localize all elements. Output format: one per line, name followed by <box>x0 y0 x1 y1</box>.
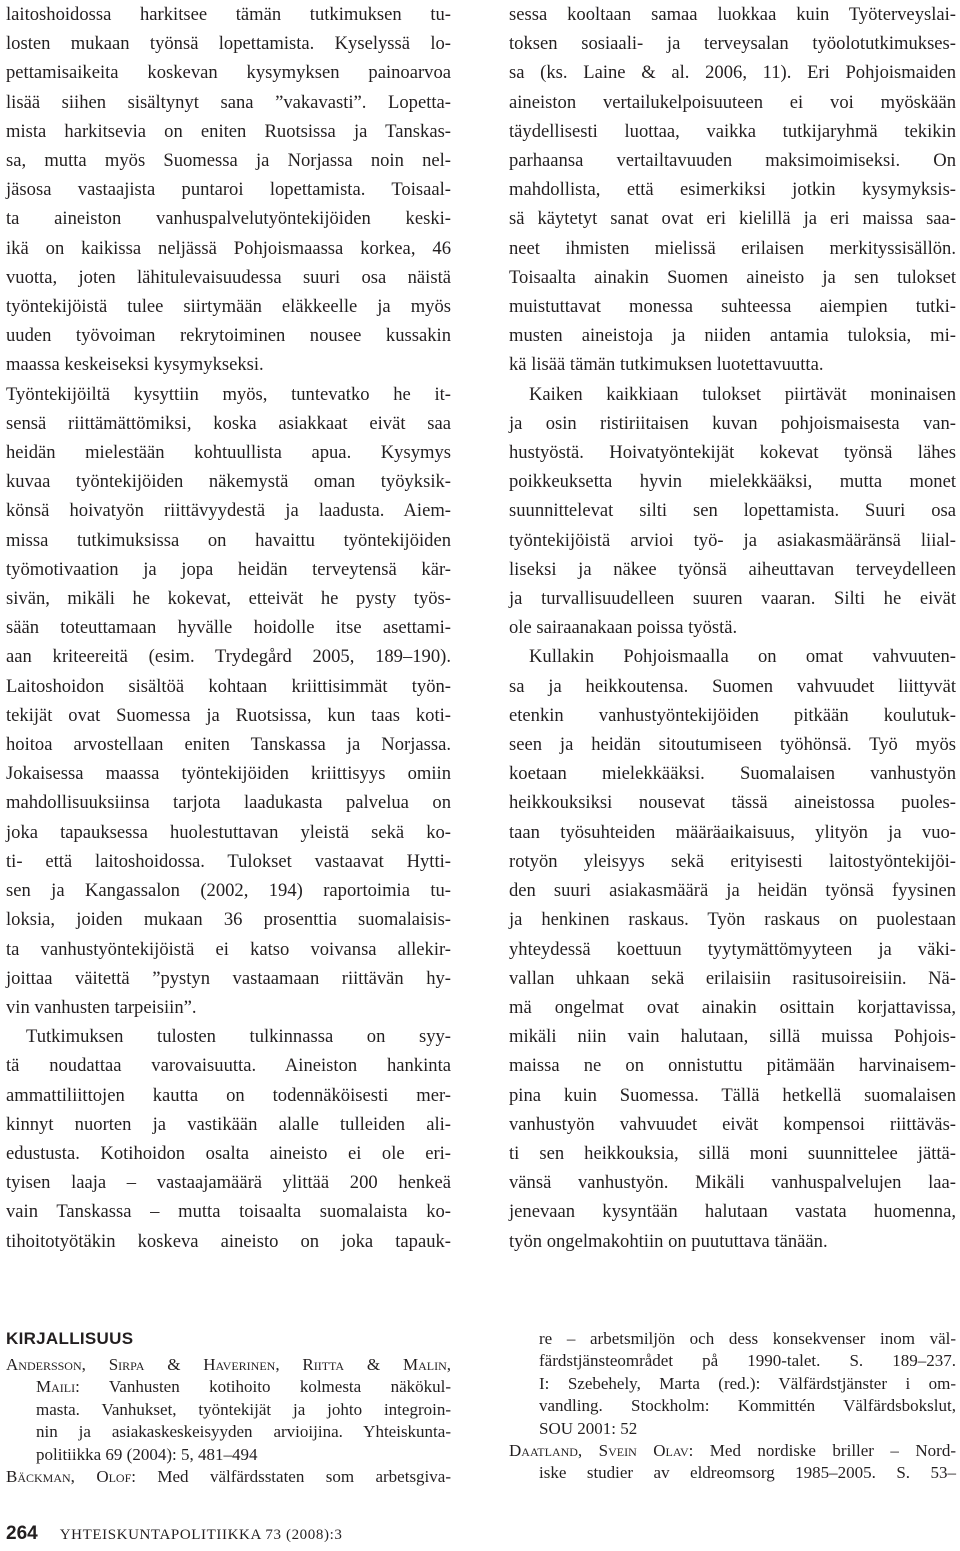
text-line: musten aineistoja ja niiden antamia tuloksia, mi- <box>509 325 956 347</box>
text-line: heikkouksiksi nousevat tässä aineistossa puoles- <box>509 792 956 814</box>
text-line: sa, mutta myös Suomessa ja Norjassa noin nel- <box>6 150 451 172</box>
text-line: tihoitotyötäkin koskeva aineisto on joka tapauk- <box>6 1230 451 1252</box>
text-line: pina kuin Suomessa. Tällä hetkellä suomalaisen <box>509 1084 956 1106</box>
text-line: vuotta, joten lähitulevaisuudessa suuri osa näistä <box>6 266 451 288</box>
text-line: sa ja heikkoutensa. Suomen vahvuudet liittyvät <box>509 675 956 697</box>
reference-line: re – arbetsmiljön och dess konsekvenser inom väl- <box>539 1329 956 1348</box>
reference-line: färdstjänsteområdet på 1990-talet. S. 189–237. <box>539 1351 956 1371</box>
text-line: pettamisaikeita koskevan kysymyksen painoarvoa <box>6 62 451 84</box>
text-line: työntekijöistä tulee siirtymään eläkkeelle ja myös <box>6 296 451 318</box>
text-line: sessa kooltaan samaa luokkaa kuin Työterveyslai- <box>509 4 956 25</box>
text-line: den suuri asiakasmäärä ja heidän työnsä fyysinen <box>509 880 956 902</box>
text-line: jäsosa vastaajista puntaroi lopettamista. Toisaal- <box>6 179 451 201</box>
text-line: aan kriteereitä (esim. Trydegård 2005, 189–190). <box>6 646 451 668</box>
text-line: sään toteuttamaan hyvälle hoidolle itse asettami- <box>6 617 451 639</box>
text-line: hustyöstä. Hoivatyöntekijät kokevat työnsä lähes <box>509 442 956 464</box>
text-line: vallan uhkaan sekä erilaisiin rasitusoireisiin. Nä- <box>509 967 956 989</box>
text-line: loksia, joiden mukaan 36 prosenttia suomalaisis- <box>6 909 451 931</box>
reference-line: I: Szebehely, Marta (red.): Välfärdstjänster i om- <box>539 1373 956 1393</box>
text-line: koetaan mielekkääksi. Suomalaisen vanhustyön <box>509 763 956 785</box>
text-line: parhaansa vertailtavuuden maksimoimiseksi. On <box>509 150 956 172</box>
text-line: heidän mielestään kohtuullista apua. Kysymys <box>6 442 451 464</box>
reference-line: politiikka 69 (2004): 5, 481–494 <box>36 1444 258 1464</box>
text-line: mista harkitsevia on eniten Ruotsissa ja Tanskas- <box>6 120 451 142</box>
text-line: poikkeuksetta hyvin mielekkääksi, mutta monet <box>509 471 956 493</box>
text-line: edustusta. Kotihoidon osalta aineisto ei ole eri- <box>6 1142 451 1164</box>
text-line: Tutkimuksen tulosten tulkinnassa on syy- <box>26 1026 451 1048</box>
text-line: ja osin ristiriitaisen kuvan pohjoismaisesta van- <box>509 412 956 434</box>
text-line: maassa keskeiseksi kysymykseksi. <box>6 354 264 376</box>
text-line: kä lisää tämän tutkimuksen luotettavuutta. <box>509 354 824 376</box>
text-line: losten mukaan työnsä lopettamista. Kyselyssä lo- <box>6 33 451 55</box>
text-line: ti sen heikkouksia, sillä moni suunnittelee jättä- <box>509 1142 956 1164</box>
text-line: missa tutkimuksissa on havaittu työntekijöiden <box>6 529 451 551</box>
text-line: joittaa väitettä ”pystyn vastaamaan riittävän hy- <box>6 967 451 989</box>
text-line: kinnyt nuorten ja vastikään alalle tulleiden ali- <box>6 1113 451 1135</box>
text-line: seen ja heidän sitoutumiseen työhönsä. Työ myös <box>509 734 956 756</box>
text-line: aineiston vertailukelpoisuuteen ei voi myöskään <box>509 91 956 113</box>
text-line: uuden työvoiman rekrytoiminen nousee kussakin <box>6 325 451 347</box>
reference-line: Bäckman, Olof: Med välfärdsstaten som arbetsgiva- <box>6 1467 451 1487</box>
text-line: ti- että laitoshoidossa. Tulokset vastaavat Hytti- <box>6 850 451 872</box>
text-line: tekijät ovat Suomessa ja Ruotsissa, kun taas koti- <box>6 704 451 726</box>
reference-line: Andersson, Sirpa & Haverinen, Riitta & Malin, <box>6 1355 451 1374</box>
text-line: lisää siihen sisältynyt sana ”vakavasti”. Lopetta- <box>6 91 451 113</box>
text-line: hoitoa arvostellaan eniten Tanskassa ja Norjassa. <box>6 734 451 756</box>
text-line: vänsä vanhustyön. Mikäli vanhuspalvelujen laa- <box>509 1172 956 1194</box>
reference-line: masta. Vanhukset, työntekijät ja johto integroin- <box>36 1399 451 1419</box>
reference-entry <box>6 1466 451 1488</box>
references-right-column <box>509 1328 956 1485</box>
text-line: ta vanhustyöntekijöistä ei katso voivansa allekir- <box>6 938 451 960</box>
text-line: toksen sosiaali- ja terveysalan työolotutkimukses- <box>509 33 956 55</box>
reference-line: SOU 2001: 52 <box>539 1418 638 1438</box>
text-line: liseksi ja näkee työnsä aiheuttavan terveydelleen <box>509 558 956 580</box>
right-column <box>509 0 956 1256</box>
text-line: ta aineiston vanhuspalvelutyöntekijöiden keski- <box>6 208 451 230</box>
text-line: taan työsuhteiden määräaikaisuus, ylityön ja vuo- <box>509 821 956 843</box>
text-line: vanhustyön vahvuudet eivät kompensoi riittäväs- <box>509 1113 956 1135</box>
text-line: sensä riittämättömiksi, koska asiakkaat eivät saa <box>6 412 451 434</box>
text-line: maissa ne on onnistuttu pitämään harvinaisem- <box>509 1055 956 1077</box>
text-line: mahdollisuuksiinsa tarjota laadukasta palvelua on <box>6 792 451 814</box>
reference-entry <box>509 1440 956 1485</box>
references-heading: KIRJALLISUUS <box>6 1329 134 1348</box>
references-left-column <box>6 1354 451 1488</box>
reference-line: Maili: Vanhusten kotihoito kolmesta näkökul- <box>36 1377 451 1397</box>
text-line: ikä on kaikissa neljässä Pohjoismaassa korkea, 46 <box>6 237 451 259</box>
reference-entry <box>6 1354 451 1466</box>
reference-line: Daatland, Svein Olav: Med nordiske briller – Nord- <box>509 1441 956 1461</box>
reference-line: vandling. Stockholm: Kommittén Välfärdsbokslut, <box>539 1396 956 1416</box>
text-line: jenevaan kysyntään halutaan vastata huomenna, <box>509 1201 956 1223</box>
text-line: sä käytetyt sanat ovat eri kielillä ja eri maissa saa- <box>509 208 956 230</box>
text-line: täydellisesti luottaa, vaikka tutkijaryhmä tekikin <box>509 120 956 142</box>
text-line: työn ongelmakohtiin on puututtava tänään. <box>509 1230 828 1252</box>
text-line: kuvaa työntekijöiden näkemystä oman työyksik- <box>6 471 451 493</box>
text-line: könsä hoivatyön riittävyydestä ja laadusta. Aiem- <box>6 500 451 522</box>
text-line: muistuttavat monessa suhteessa aiempien tutki- <box>509 296 956 318</box>
text-line: mikäli niin vain halutaan, sillä muissa Pohjois- <box>509 1026 956 1048</box>
text-line: vin vanhusten tarpeisiin”. <box>6 996 197 1018</box>
text-line: ja henkinen raskaus. Työn raskaus on puolestaan <box>509 909 956 931</box>
text-line: työmotivaation ja jopa heidän terveytensä kär- <box>6 558 451 580</box>
text-line: mä ongelmat ovat ainakin osittain korjattavissa, <box>509 996 956 1018</box>
text-line: Kullakin Pohjoismaalla on omat vahvuuten- <box>529 646 956 668</box>
text-line: vain Tanskassa – mutta toisaalta suomalaista ko- <box>6 1201 451 1223</box>
text-line: rotyön yleisyys sekä erityisesti laitostyöntekijöi- <box>509 850 956 872</box>
text-line: Laitoshoidon sisältöä kohtaan kriittisimmät työn- <box>6 675 451 697</box>
text-line: sivän, mikäli he kokevat, etteivät he pysty työs- <box>6 588 451 610</box>
text-line: mahdollista, että esimerkiksi jotkin kysymyksis- <box>509 179 956 201</box>
text-line: työntekijöistä arvioi työ- ja asiakasmääränsä liial- <box>509 529 956 551</box>
journal-name: YHTEISKUNTAPOLITIIKKA 73 (2008):3 <box>59 1527 343 1543</box>
text-line: joka tapauksessa huolestuttavan yleistä sekä ko- <box>6 821 451 843</box>
text-line: sa (ks. Laine & al. 2006, 11). Eri Pohjoismaiden <box>509 62 956 84</box>
text-line: Kaiken kaikkiaan tulokset piirtävät moninaisen <box>529 383 956 405</box>
reference-line: iske studier av eldreomsorg 1985–2005. S. 53– <box>539 1463 956 1483</box>
text-line: Työntekijöiltä kysyttiin myös, tuntevatko he it- <box>6 383 451 405</box>
text-line: ammattiliittojen kautta on todennäköisesti mer- <box>6 1084 451 1106</box>
text-line: sen ja Kangassalon (2002, 194) raportoimia tu- <box>6 880 451 902</box>
text-line: laitoshoidossa harkitsee tämän tutkimuksen tu- <box>6 4 451 25</box>
text-line: suunnittelevat silti sen lopettamista. Suuri osa <box>509 500 956 522</box>
left-column <box>6 0 451 1256</box>
text-line: neet ihmisten mielissä erilaisen merkityssisällön. <box>509 237 956 259</box>
text-line: ole sairaanakaan poissa työstä. <box>509 617 738 639</box>
text-line: yhteydessä koettuun tyytymättömyyteen ja väki- <box>509 938 956 960</box>
text-line: Toisaalta ainakin Suomen aineisto ja sen tulokset <box>509 266 956 288</box>
text-line: tä noudattaa varovaisuutta. Aineiston hankinta <box>6 1055 451 1077</box>
text-line: Jokaisessa maassa työntekijöiden kriittisyys omiin <box>6 763 451 785</box>
text-line: etenkin vanhustyöntekijöiden pitkään koulutuk- <box>509 704 956 726</box>
page-number: 264 <box>6 1523 38 1544</box>
reference-entry <box>509 1328 956 1440</box>
text-line: tyisen laaja – vastaajamäärä ylittää 200 henkeä <box>6 1172 451 1194</box>
page-footer <box>6 1524 342 1545</box>
text-line: ja turvallisuudelleen suuren vaaran. Silti he eivät <box>509 588 956 610</box>
reference-line: nin ja asiakaskeskeisyyden arvioijina. Yhteiskunta- <box>36 1422 451 1442</box>
